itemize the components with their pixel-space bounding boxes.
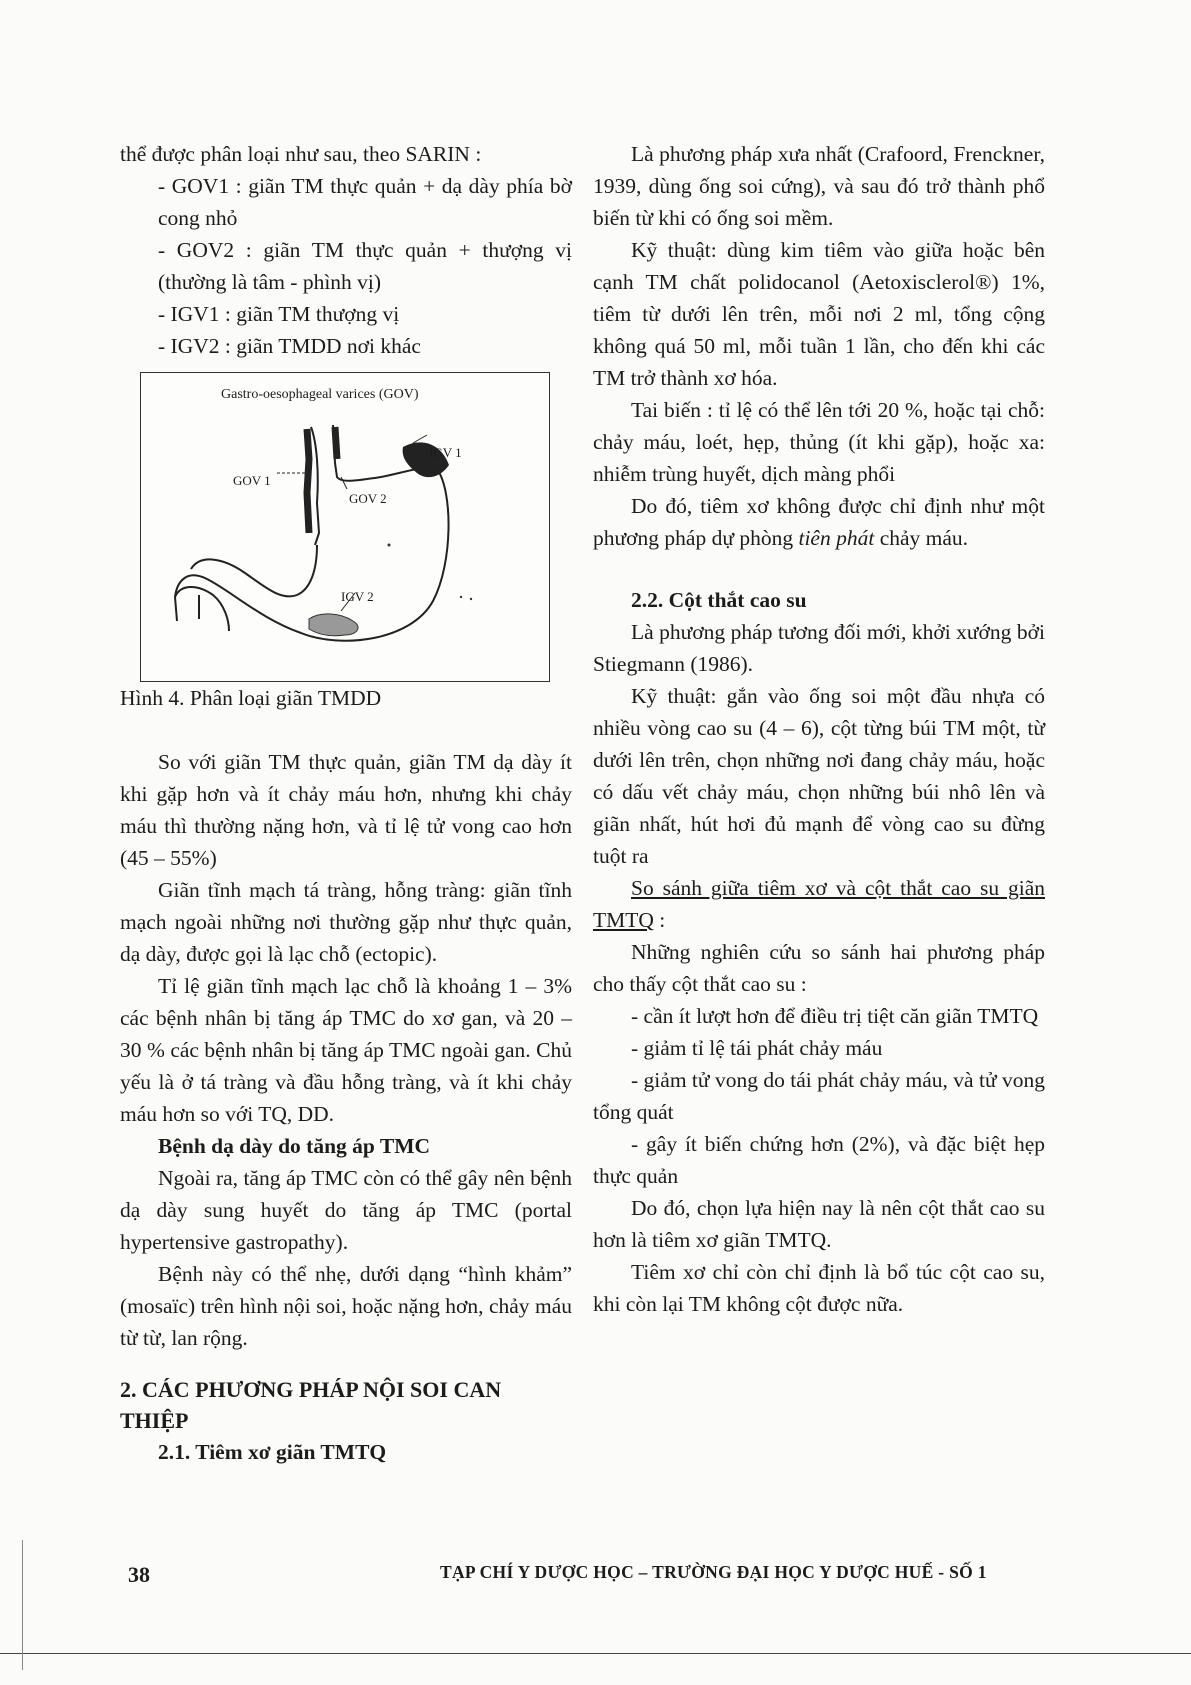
paragraph: Do đó, chọn lựa hiện nay là nên cột thắt cao su hơn là tiêm xơ giãn TMTQ. xyxy=(593,1196,1045,1252)
paragraph: Tiêm xơ chỉ còn chỉ định là bổ túc cột cao su, khi còn lại TM không cột được nữa. xyxy=(593,1260,1045,1316)
paragraph xyxy=(593,872,1045,936)
list-item: - gây ít biến chứng hơn (2%), và đặc biệt hẹp thực quản xyxy=(593,1132,1045,1188)
label-gov1: GOV 1 xyxy=(233,473,271,488)
paragraph-text: chảy máu. xyxy=(874,526,969,550)
figure-title: Gastro-oesophageal varices (GOV) xyxy=(221,387,419,402)
journal-title: TẠP CHÍ Y DƯỢC HỌC – TRƯỜNG ĐẠI HỌC Y DƯỢC HUẾ - SỐ 1 xyxy=(440,1562,987,1582)
list-item: - giảm tỉ lệ tái phát chảy máu xyxy=(631,1036,883,1060)
underlined-heading: So sánh giữa tiêm xơ và cột thắt cao su giãn TMTQ xyxy=(593,876,1045,932)
paragraph: Tai biến : tỉ lệ có thể lên tới 20 %, hoặc tại chỗ: chảy máu, loét, hẹp, thủng (ít khi gặp), hoặc xa: nhiễm trùng huyết, dịch màng phổi xyxy=(593,398,1045,486)
section-heading: Bệnh dạ dày do tăng áp TMC xyxy=(158,1134,431,1158)
paragraph: Là phương pháp tương đối mới, khởi xướng bởi Stiegmann (1986). xyxy=(593,620,1045,676)
paragraph-text: Do đó, tiêm xơ không được chỉ định như một phương pháp dự phòng xyxy=(593,494,1045,550)
paragraph: So với giãn TM thực quản, giãn TM dạ dày ít khi gặp hơn và ít chảy máu hơn, nhưng khi chảy máu thì thường nặng hơn, và tỉ lệ tử vong cao hơn (45 – 55%) xyxy=(120,750,572,870)
paragraph: Kỹ thuật: dùng kim tiêm vào giữa hoặc bên cạnh TM chất polidocanol (Aetoxisclerol®) 1%, tiêm từ dưới lên trên, mỗi nơi 2 ml, tổng cộng không quá 50 ml, mỗi tuần 1 lần, cho đến khi các TM trở thành xơ hóa. xyxy=(593,238,1045,390)
emphasis-text: tiên phát xyxy=(798,526,875,550)
subsection-title: 2.2. Cột thắt cao su xyxy=(631,588,807,612)
paragraph xyxy=(593,490,1045,554)
subsection-title: 2.1. Tiêm xơ giãn TMTQ xyxy=(158,1440,387,1464)
list-item: - giảm tử vong do tái phát chảy máu, và tử vong tổng quát xyxy=(593,1068,1045,1124)
label-gov2: GOV 2 xyxy=(349,491,387,506)
label-igv1: IGV 1 xyxy=(429,445,462,460)
paragraph: Là phương pháp xưa nhất (Crafoord, Frenckner, 1939, dùng ống soi cứng), và sau đó trở thành phổ biến từ khi có ống soi mềm. xyxy=(593,142,1045,230)
list-item: - cần ít lượt hơn để điều trị tiệt căn giãn TMTQ xyxy=(631,1004,1039,1028)
right-column xyxy=(593,138,1045,1320)
label-igv2: IGV 2 xyxy=(341,589,374,604)
paragraph: Ngoài ra, tăng áp TMC còn có thể gây nên bệnh dạ dày sung huyết do tăng áp TMC (portal hypertensive gastropathy). xyxy=(120,1166,572,1254)
paragraph: Bệnh này có thể nhẹ, dưới dạng “hình khảm” (mosaïc) trên hình nội soi, hoặc nặng hơn, chảy máu từ từ, lan rộng. xyxy=(120,1262,572,1350)
list-item: - GOV2 : giãn TM thực quản + thượng vị (thường là tâm - phình vị) xyxy=(158,238,572,294)
paragraph-text: : xyxy=(653,908,666,932)
paragraph: Những nghiên cứu so sánh hai phương pháp cho thấy cột thắt cao su : xyxy=(593,940,1045,996)
paragraph: Giãn tĩnh mạch tá tràng, hỗng tràng: giãn tĩnh mạch ngoài những nơi thường gặp như thực quản, dạ dày, được gọi là lạc chỗ (ectopic). xyxy=(120,878,572,966)
page-number: 38 xyxy=(128,1562,150,1587)
margin-line xyxy=(22,1540,23,1670)
paragraph: Tỉ lệ giãn tĩnh mạch lạc chỗ là khoảng 1 – 3% các bệnh nhân bị tăng áp TMC do xơ gan, và 20 – 30 % các bệnh nhân bị tăng áp TMC ngoài gan. Chủ yếu là ở tá tràng và đầu hỗng tràng, và ít khi chảy máu hơn so với TQ, DD. xyxy=(120,974,572,1126)
page-footer xyxy=(0,1562,1191,1592)
list-item: - GOV1 : giãn TM thực quản + dạ dày phía bờ cong nhỏ xyxy=(158,174,572,230)
list-item: - IGV2 : giãn TMDD nơi khác xyxy=(158,334,421,358)
stomach-illustration xyxy=(141,373,549,681)
bottom-rule xyxy=(0,1653,1191,1654)
left-column xyxy=(120,138,572,1468)
list-item: - IGV1 : giãn TM thượng vị xyxy=(158,302,400,326)
section-title: 2. CÁC PHƯƠNG PHÁP NỘI SOI CAN THIỆP xyxy=(120,1377,502,1433)
figure-caption: Hình 4. Phân loại giãn TMDD xyxy=(120,686,382,710)
paragraph: Kỹ thuật: gắn vào ống soi một đầu nhựa có nhiều vòng cao su (4 – 6), cột từng búi TM một, từ dưới lên trên, chọn những nơi đang chảy máu, hoặc có dấu vết chảy máu, chọn những búi nhô lên và giãn nhất, hút hơi đủ mạnh để vòng cao su đừng tuột ra xyxy=(593,684,1045,868)
figure-stomach-diagram xyxy=(140,372,550,682)
paragraph: thể được phân loại như sau, theo SARIN : xyxy=(120,142,482,166)
